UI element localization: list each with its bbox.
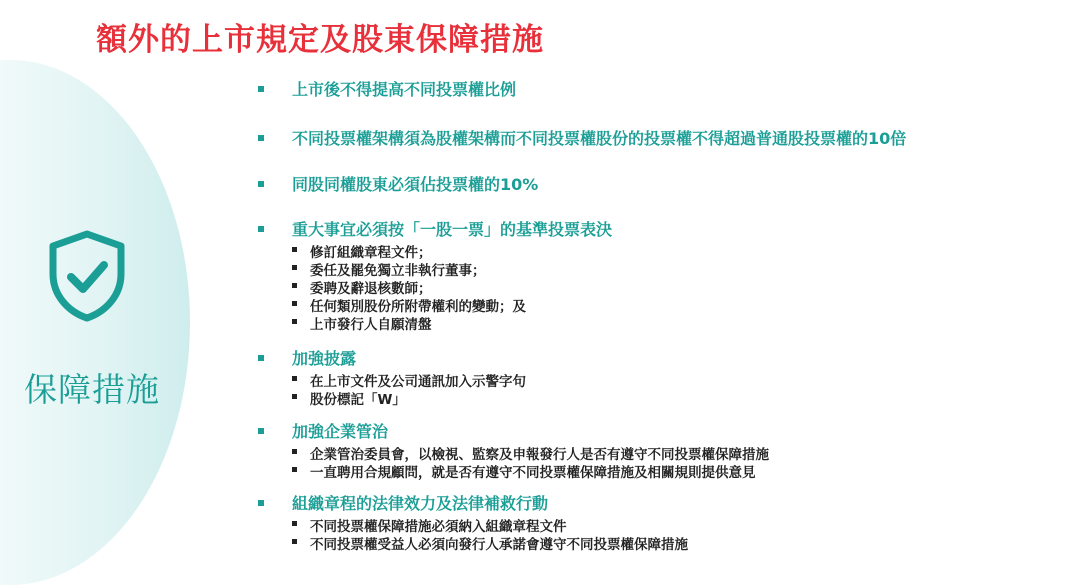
bullet-icon [258, 181, 264, 187]
panel-label: 保障措施 [24, 370, 160, 409]
sub-item-text: 一直聘用合規顧問，就是否有遵守不同投票權保障措施及相關規則提供意見 [310, 465, 756, 481]
sub-item-text: 委聘及辭退核數師； [310, 281, 432, 297]
sub-bullet-icon [292, 283, 297, 288]
item-text: 加強企業管治 [292, 422, 389, 441]
sub-bullet-icon [292, 449, 297, 454]
sub-bullet-icon [292, 467, 297, 472]
sub-item-text: 委任及罷免獨立非執行董事； [310, 263, 486, 279]
sub-item-text: 任何類別股份所附帶權利的變動；及 [310, 299, 526, 315]
bullet-icon [258, 135, 264, 141]
item-text: 重大事宜必須按「一股一票」的基準投票表決 [292, 220, 613, 239]
sub-bullet-icon [292, 247, 297, 252]
sub-item-text: 股份標記「W」 [310, 392, 406, 408]
sub-item-text: 上市發行人自願清盤 [310, 317, 432, 333]
sub-item-text: 在上市文件及公司通訊加入示警字句 [310, 374, 526, 390]
sub-bullet-icon [292, 539, 297, 544]
item-text: 同股同權股東必須佔投票權的10% [292, 175, 539, 194]
sub-bullet-icon [292, 521, 297, 526]
sub-bullet-icon [292, 301, 297, 306]
bullet-icon [258, 500, 264, 506]
bullet-icon [258, 226, 264, 232]
item-text: 上市後不得提高不同投票權比例 [292, 80, 517, 99]
sub-item-text: 不同投票權保障措施必須納入組織章程文件 [310, 519, 567, 535]
sub-bullet-icon [292, 394, 297, 399]
item-text: 組織章程的法律效力及法律補救行動 [292, 494, 549, 513]
sub-bullet-icon [292, 319, 297, 324]
shield-check-icon [47, 230, 127, 322]
bullet-icon [258, 355, 264, 361]
left-panel [0, 60, 190, 585]
item-text: 加強披露 [292, 349, 357, 368]
item-text: 不同投票權架構須為股權架構而不同投票權股份的投票權不得超過普通股投票權的10倍 [292, 129, 907, 148]
bullet-icon [258, 86, 264, 92]
sub-item-text: 不同投票權受益人必須向發行人承諾會遵守不同投票權保障措施 [310, 537, 688, 553]
sub-bullet-icon [292, 265, 297, 270]
sub-item-text: 企業管治委員會，以檢視、監察及申報發行人是否有遵守不同投票權保障措施 [310, 447, 769, 463]
sub-item-text: 修訂組織章程文件； [310, 245, 432, 261]
bullet-icon [258, 428, 264, 434]
sub-bullet-icon [292, 376, 297, 381]
page-title: 額外的上市規定及股東保障措施 [96, 22, 544, 58]
